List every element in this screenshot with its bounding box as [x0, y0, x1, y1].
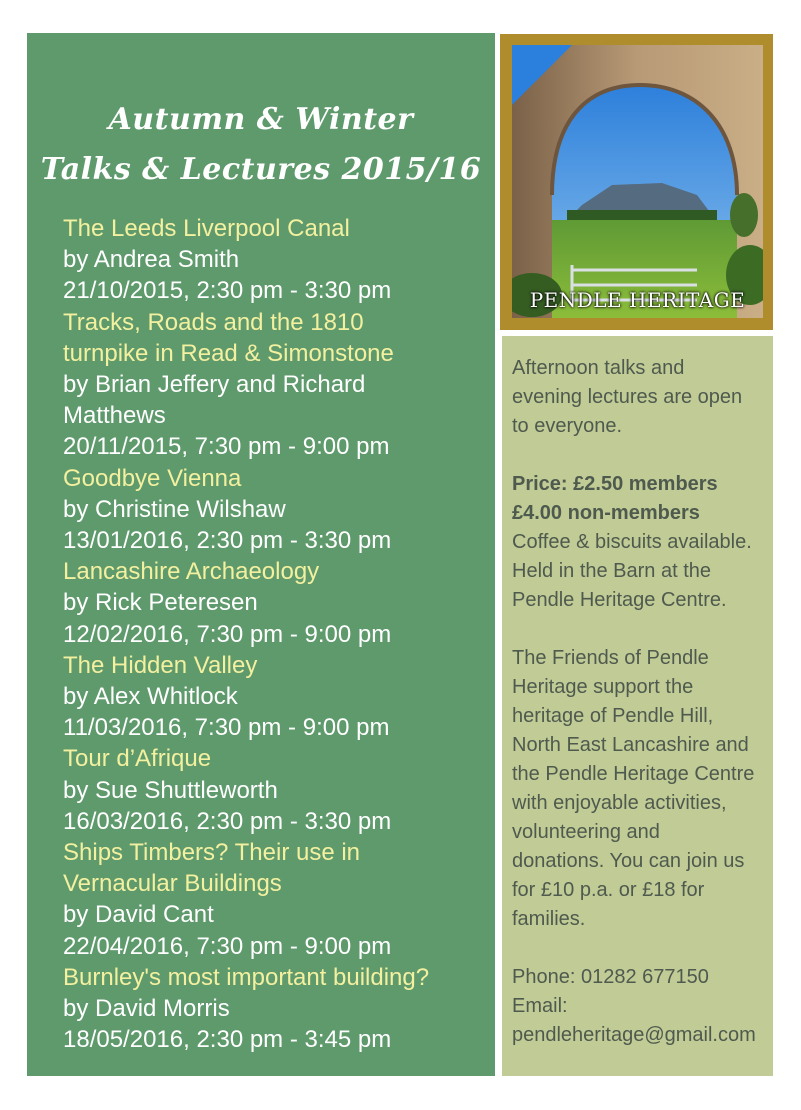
talk-item [63, 307, 493, 463]
friends-line: heritage of Pendle Hill, [512, 705, 714, 727]
friends-line: volunteering and [512, 821, 660, 843]
contact-paragraph [512, 963, 770, 1050]
price-members: Price: £2.50 members [512, 473, 718, 495]
price-nonmembers: £4.00 non-members [512, 502, 700, 524]
talk-item [63, 962, 493, 1056]
talk-item [63, 743, 493, 837]
intro-line: to everyone. [512, 415, 623, 437]
talk-datetime: 13/01/2016, 2:30 pm - 3:30 pm [63, 527, 392, 555]
talk-item [63, 650, 493, 744]
talk-speaker: by David Cant [63, 901, 214, 929]
talk-speaker: by Andrea Smith [63, 246, 240, 274]
email-link[interactable]: pendleheritage@gmail.com [512, 1024, 756, 1046]
talk-title: Vernacular Buildings [63, 870, 282, 898]
details-line: Coffee & biscuits available. [512, 531, 752, 553]
talk-speaker: by Rick Peteresen [63, 589, 258, 617]
talk-speaker: by Alex Whitlock [63, 683, 238, 711]
friends-line: the Pendle Heritage Centre [512, 763, 755, 785]
info-text [512, 354, 770, 1079]
talk-title: The Hidden Valley [63, 651, 258, 679]
talk-item [63, 837, 493, 962]
talk-title: Burnley's most important building? [63, 963, 430, 991]
friends-line: North East Lancashire and [512, 734, 749, 756]
details-line: Pendle Heritage Centre. [512, 589, 727, 611]
archway-photo [512, 45, 763, 318]
talk-speaker: by David Morris [63, 995, 230, 1023]
talk-title: Tour d’Afrique [63, 745, 212, 773]
talk-title: Ships Timbers? Their use in [63, 839, 361, 867]
talk-speaker: by Sue Shuttleworth [63, 776, 278, 804]
talks-list [63, 213, 493, 1055]
friends-line: with enjoyable activities, [512, 792, 727, 814]
talk-datetime: 21/10/2015, 2:30 pm - 3:30 pm [63, 277, 392, 305]
friends-line: for £10 p.a. or £18 for [512, 879, 705, 901]
intro-line: Afternoon talks and [512, 357, 685, 379]
talk-item [63, 463, 493, 557]
poster-title-line2: Talks & Lectures 2015/16 [40, 152, 482, 187]
intro-line: evening lectures are open [512, 386, 743, 408]
talk-speaker: by Christine Wilshaw [63, 495, 286, 523]
friends-line: Heritage support the [512, 676, 694, 698]
talk-title: The Leeds Liverpool Canal [63, 215, 350, 242]
talk-datetime: 22/04/2016, 7:30 pm - 9:00 pm [63, 932, 392, 960]
talk-datetime: 11/03/2016, 7:30 pm - 9:00 pm [63, 714, 390, 742]
phone-text: Phone: 01282 677150 [512, 966, 709, 988]
friends-line: The Friends of Pendle [512, 647, 709, 669]
photo-frame [500, 34, 773, 330]
talk-title: turnpike in Read & Simonstone [63, 339, 394, 367]
photo-caption: PENDLE HERITAGE [529, 288, 746, 312]
details-line: Held in the Barn at the [512, 560, 712, 582]
talk-item [63, 213, 493, 307]
poster-title-line1: Autumn & Winter [108, 102, 414, 137]
talks-panel [27, 33, 495, 1076]
talk-title: Lancashire Archaeology [63, 558, 320, 586]
intro-paragraph [512, 354, 770, 441]
friends-paragraph [512, 644, 770, 934]
talk-title: Tracks, Roads and the 1810 [63, 308, 364, 336]
archway-image [512, 45, 763, 318]
talk-datetime: 16/03/2016, 2:30 pm - 3:30 pm [63, 807, 392, 835]
info-panel [502, 336, 773, 1076]
talk-speaker: Matthews [63, 402, 166, 430]
talk-datetime: 12/02/2016, 7:30 pm - 9:00 pm [63, 620, 392, 648]
friends-line: families. [512, 908, 586, 930]
talk-speaker: by Brian Jeffery and Richard [63, 371, 366, 399]
talk-title: Goodbye Vienna [63, 464, 242, 492]
talk-item [63, 556, 493, 650]
price-paragraph [512, 470, 770, 615]
talk-datetime: 20/11/2015, 7:30 pm - 9:00 pm [63, 433, 390, 461]
friends-line: donations. You can join us [512, 850, 745, 872]
talk-datetime: 18/05/2016, 2:30 pm - 3:45 pm [63, 1026, 392, 1054]
poster-title [27, 95, 495, 195]
email-label: Email: [512, 995, 568, 1017]
